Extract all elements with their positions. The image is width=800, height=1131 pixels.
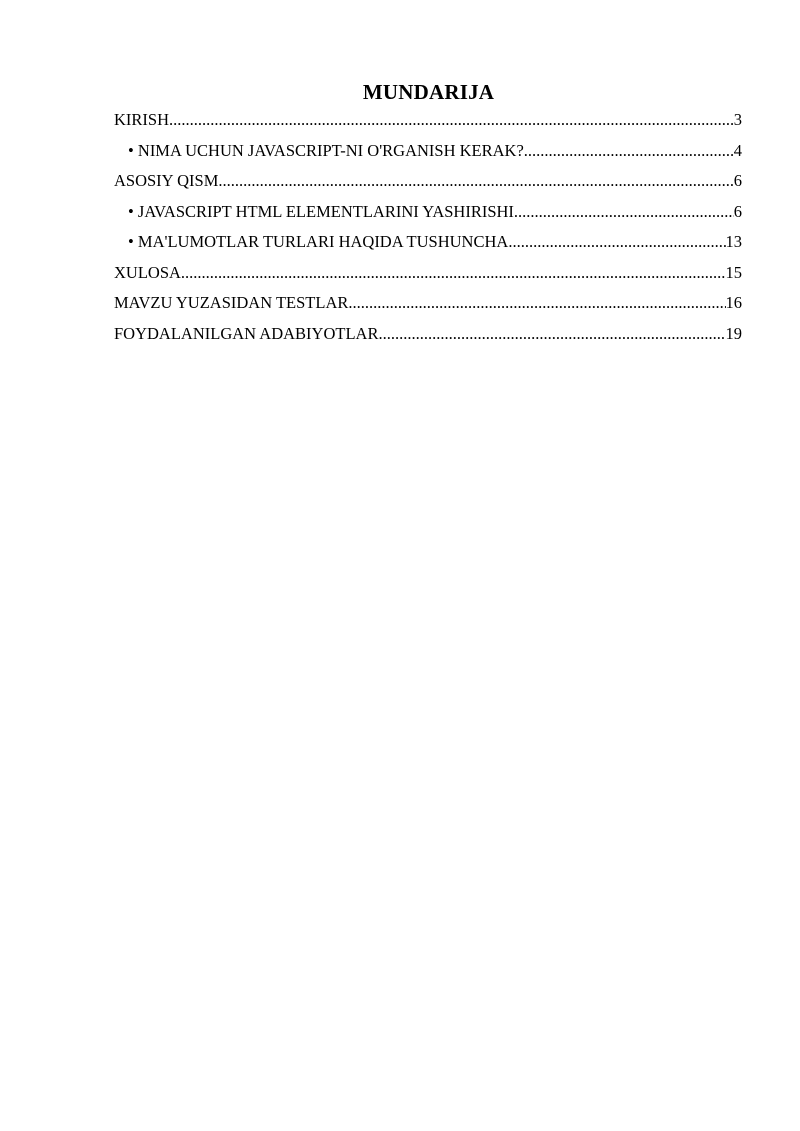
toc-entry-text: • NIMA UCHUN JAVASCRIPT-NI O'RGANISH KERAK? [128, 140, 524, 160]
toc-entry-page-number: 6 [733, 171, 742, 190]
toc-entry-javascript-html-elementlari[interactable] [114, 200, 742, 231]
toc-entry-page-number: 4 [733, 140, 742, 160]
toc-dot-leader [218, 169, 733, 193]
toc-entry-text: MAVZU YUZASIDAN TESTLAR [114, 293, 349, 312]
toc-entry-text: • MA'LUMOTLAR TURLARI HAQIDA TUSHUNCHA [128, 232, 509, 251]
toc-entry-text: KIRISH [114, 110, 170, 129]
toc-entry-text: XULOSA [114, 262, 181, 282]
toc-dot-leader [348, 291, 725, 315]
toc-entry-foydalanilgan-adabiyotlar[interactable] [114, 322, 742, 353]
toc-entry-page-number: 3 [733, 110, 742, 129]
toc-entry-text: ASOSIY QISM [114, 171, 219, 190]
toc-entry-kirish[interactable] [114, 108, 742, 139]
toc-entry-text: • JAVASCRIPT HTML ELEMENTLARINI YASHIRISHI [128, 201, 514, 221]
toc-entry-page-number: 19 [725, 323, 742, 343]
toc-entry-page-number: 6 [733, 201, 742, 221]
toc-entry-page-number: 13 [725, 232, 742, 251]
table-of-contents [114, 108, 742, 352]
toc-entry-mavzu-yuzasidan-testlar[interactable] [114, 291, 742, 322]
toc-entry-nima-uchun-javascript[interactable] [114, 139, 742, 170]
toc-dot-leader [181, 261, 726, 285]
toc-entry-xulosa[interactable] [114, 261, 742, 292]
toc-entry-text: FOYDALANILGAN ADABIYOTLAR [114, 323, 379, 343]
toc-dot-leader [169, 108, 734, 132]
toc-title: MUNDARIJA [362, 80, 495, 104]
toc-entry-malumotlar-turlari[interactable] [114, 230, 742, 261]
toc-dot-leader [508, 230, 725, 254]
toc-dot-leader [378, 322, 725, 346]
toc-entry-page-number: 16 [725, 293, 742, 312]
toc-entry-asosiy-qism[interactable] [114, 169, 742, 200]
toc-dot-leader [524, 139, 734, 163]
toc-dot-leader [514, 200, 734, 224]
toc-entry-page-number: 15 [725, 262, 742, 282]
